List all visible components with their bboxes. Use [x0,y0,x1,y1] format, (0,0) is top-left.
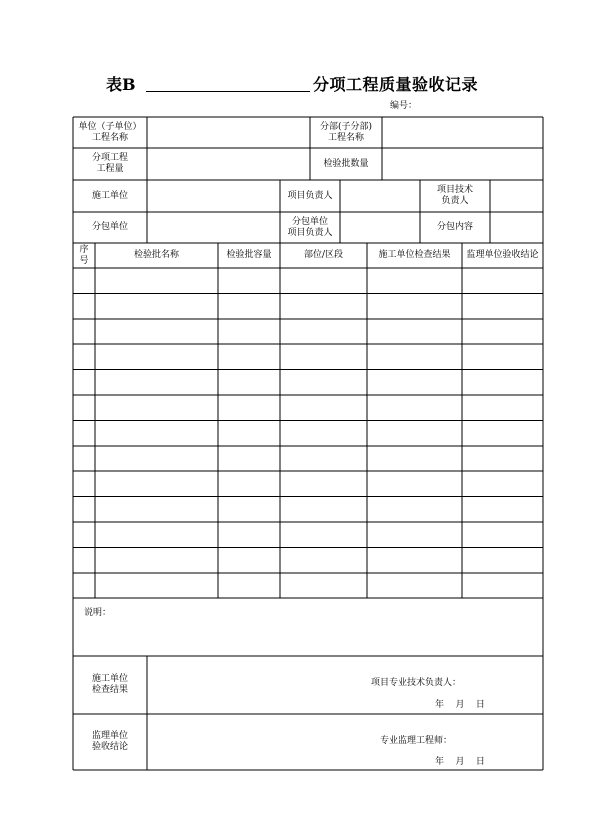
remarks-field[interactable] [73,598,543,656]
table-cell[interactable] [280,573,367,598]
table-cell[interactable] [218,522,280,547]
subcontract-manager-field[interactable] [340,212,420,243]
subcontract-content-label: 分包内容 [436,222,473,232]
table-cell[interactable] [95,344,218,369]
technical-manager-label: 项目技术 负责人 [436,185,473,206]
serial-number-label: 编号： [390,101,418,111]
table-cell[interactable] [367,420,462,445]
table-cell[interactable] [462,497,543,522]
table-cell[interactable] [280,370,367,395]
table-cell[interactable] [218,420,280,445]
table-cell[interactable] [95,446,218,471]
supervision-conclusion-label: 监理单位 验收结论 [91,731,128,752]
table-cell[interactable] [280,395,367,420]
construction-unit-field[interactable] [147,180,280,212]
table-cell[interactable] [218,471,280,496]
table-cell[interactable] [367,522,462,547]
table-cell[interactable] [367,370,462,395]
table-cell[interactable] [73,293,95,318]
table-cell[interactable] [73,268,95,293]
table-cell[interactable] [73,497,95,522]
supervision-date-label: 年 月 日 [435,757,485,767]
subcontract-unit-label: 分包单位 [91,222,128,232]
table-cell[interactable] [280,522,367,547]
technical-manager-field[interactable] [490,180,543,212]
sub-division-name-field[interactable] [382,117,543,148]
table-cell[interactable] [95,268,218,293]
construction-check-label: 施工单位 检查结果 [91,674,128,695]
table-cell[interactable] [462,293,543,318]
table-cell[interactable] [218,497,280,522]
table-cell[interactable] [280,293,367,318]
table-cell[interactable] [280,497,367,522]
table-cell[interactable] [280,446,367,471]
table-cell[interactable] [280,268,367,293]
construction-signer-label: 项目专业技术负责人： [371,678,462,688]
table-cell[interactable] [95,420,218,445]
table-cell[interactable] [367,446,462,471]
table-cell[interactable] [73,395,95,420]
construction-date-label: 年 月 日 [435,700,485,710]
table-cell[interactable] [218,319,280,344]
table-cell[interactable] [218,293,280,318]
table-cell[interactable] [462,344,543,369]
table-cell[interactable] [73,573,95,598]
table-cell[interactable] [462,395,543,420]
table-cell[interactable] [95,573,218,598]
table-cell[interactable] [280,319,367,344]
sub-item-quantity-field[interactable] [147,148,310,180]
table-cell[interactable] [218,446,280,471]
table-cell[interactable] [218,573,280,598]
table-cell[interactable] [73,547,95,572]
table-cell[interactable] [462,420,543,445]
table-cell[interactable] [73,370,95,395]
table-cell[interactable] [218,370,280,395]
subcontract-manager-label: 分包单位 项目负责人 [287,216,333,238]
table-cell[interactable] [95,370,218,395]
unit-project-name-label: 单位（子单位） 工程名称 [78,121,142,143]
table-cell[interactable] [367,344,462,369]
table-cell[interactable] [218,547,280,572]
form-number-prefix: 表B [106,75,136,94]
table-cell[interactable] [280,344,367,369]
table-cell[interactable] [95,547,218,572]
project-manager-field[interactable] [340,180,420,212]
form-title: 分项工程质量验收记录 [313,75,479,94]
unit-project-name-field[interactable] [147,117,310,148]
table-cell[interactable] [95,319,218,344]
table-cell[interactable] [367,319,462,344]
table-cell[interactable] [367,547,462,572]
table-cell[interactable] [73,446,95,471]
table-cell[interactable] [95,471,218,496]
table-cell[interactable] [73,522,95,547]
batch-quantity-label: 检验批数量 [323,158,369,169]
table-cell[interactable] [367,395,462,420]
project-manager-label: 项目负责人 [287,190,333,201]
table-cell[interactable] [462,522,543,547]
table-cell[interactable] [367,471,462,496]
table-cell[interactable] [218,268,280,293]
table-cell[interactable] [218,395,280,420]
table-cell[interactable] [462,319,543,344]
column-header-index: 序 号 [79,244,89,266]
table-cell[interactable] [462,268,543,293]
table-cell[interactable] [367,268,462,293]
table-cell[interactable] [73,420,95,445]
table-cell[interactable] [462,573,543,598]
subcontract-content-field[interactable] [490,212,543,243]
table-cell[interactable] [462,471,543,496]
table-cell[interactable] [95,293,218,318]
table-cell[interactable] [367,573,462,598]
batch-quantity-field[interactable] [382,148,543,180]
column-header-supervision-conclusion: 监理单位验收结论 [466,250,539,260]
subcontract-unit-field[interactable] [147,212,280,243]
table-cell[interactable] [462,370,543,395]
column-header-location: 部位/区段 [303,250,344,260]
table-cell[interactable] [367,293,462,318]
supervision-signer-label: 专业监理工程师： [380,736,453,746]
table-cell[interactable] [95,497,218,522]
column-header-batch-name: 检验批名称 [133,250,179,260]
table-cell[interactable] [462,446,543,471]
table-cell[interactable] [95,522,218,547]
table-cell[interactable] [280,471,367,496]
column-header-construction-result: 施工单位检查结果 [378,250,451,260]
sub-item-quantity-label: 分项工程 工程量 [91,153,128,174]
table-cell[interactable] [73,319,95,344]
table-cell[interactable] [95,395,218,420]
table-cell[interactable] [280,547,367,572]
table-cell[interactable] [462,547,543,572]
column-header-batch-capacity: 检验批容量 [226,250,272,260]
table-cell[interactable] [367,497,462,522]
table-cell[interactable] [218,344,280,369]
remarks-label: 说明： [84,608,112,618]
construction-unit-label: 施工单位 [91,190,128,201]
table-cell[interactable] [280,420,367,445]
table-cell[interactable] [73,471,95,496]
sub-division-name-label: 分部(子分部) 工程名称 [319,121,373,143]
table-cell[interactable] [73,344,95,369]
